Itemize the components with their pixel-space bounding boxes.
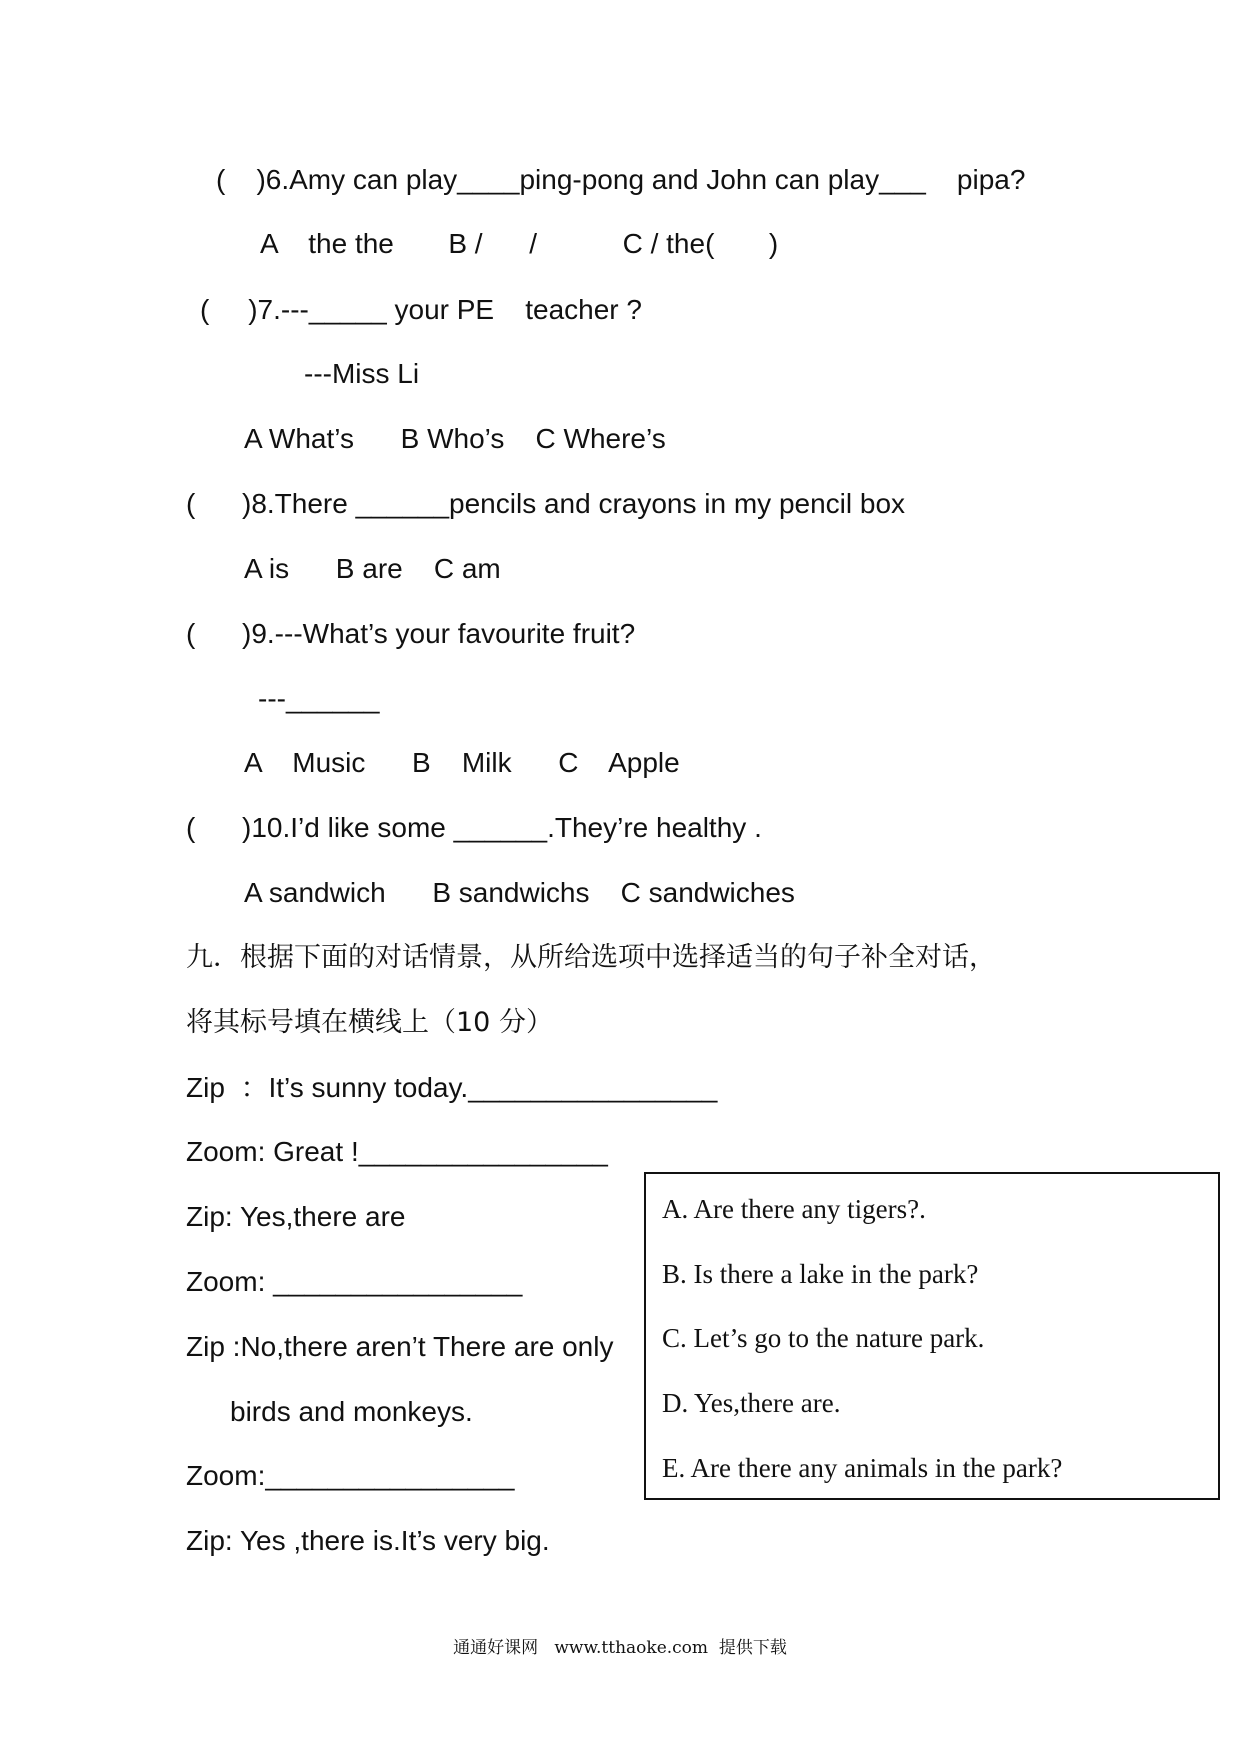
dialogue-line: Zip: Yes,there are <box>186 1201 406 1232</box>
question-10-options: A sandwich B sandwichs C sandwiches <box>244 877 795 908</box>
dialogue-line: Zip: Yes ,there is.It’s very big. <box>186 1525 550 1556</box>
question-6-stem: ( )6.Amy can play____ping-pong and John can play___ pipa? <box>216 164 1026 195</box>
question-9-options: A Music B Milk C Apple <box>244 747 680 778</box>
question-8-options: A is B are C am <box>244 553 501 584</box>
choices-box <box>644 1172 1220 1500</box>
question-6-options: A the the B / / C / the( ) <box>260 228 779 259</box>
section-9-heading-line-1: 九．根据下面的对话情景，从所给选项中选择适当的句子补全对话， <box>186 942 996 973</box>
question-7-answer-line: ---Miss Li <box>304 358 420 389</box>
question-9-stem: ( )9.---What’s your favourite fruit? <box>186 618 636 649</box>
page-footer: 通通好课网 www.tthaoke.com 提供下载 <box>453 1638 787 1658</box>
choice-option: C. Let’s go to the nature park. <box>662 1323 985 1353</box>
dialogue-line: Zoom: Great !________________ <box>186 1136 608 1167</box>
section-9-heading-line-2: 将其标号填在横线上（10 分） <box>186 1007 553 1038</box>
choice-option: B. Is there a lake in the park? <box>662 1259 979 1289</box>
dialogue-line: Zip ：It’s sunny today.________________ <box>186 1072 718 1103</box>
question-7-stem: ( )7.---_____ your PE teacher ? <box>200 294 642 325</box>
dialogue-line: Zip :No,there aren’t There are only <box>186 1331 614 1362</box>
dialogue-line: birds and monkeys. <box>230 1396 473 1427</box>
dialogue-line: Zoom:________________ <box>186 1460 515 1491</box>
dialogue-line: Zoom: ________________ <box>186 1266 523 1297</box>
question-10-stem: ( )10.I’d like some ______.They’re healthy . <box>186 812 762 843</box>
choice-option: D. Yes,there are. <box>662 1388 841 1418</box>
choice-option: A. Are there any tigers?. <box>662 1194 926 1224</box>
question-8-stem: ( )8.There ______pencils and crayons in my pencil box <box>186 488 906 519</box>
choice-option: E. Are there any animals in the park? <box>662 1453 1063 1483</box>
question-7-options: A What’s B Who’s C Where’s <box>244 423 666 454</box>
question-9-answer-line: ---______ <box>258 683 380 714</box>
